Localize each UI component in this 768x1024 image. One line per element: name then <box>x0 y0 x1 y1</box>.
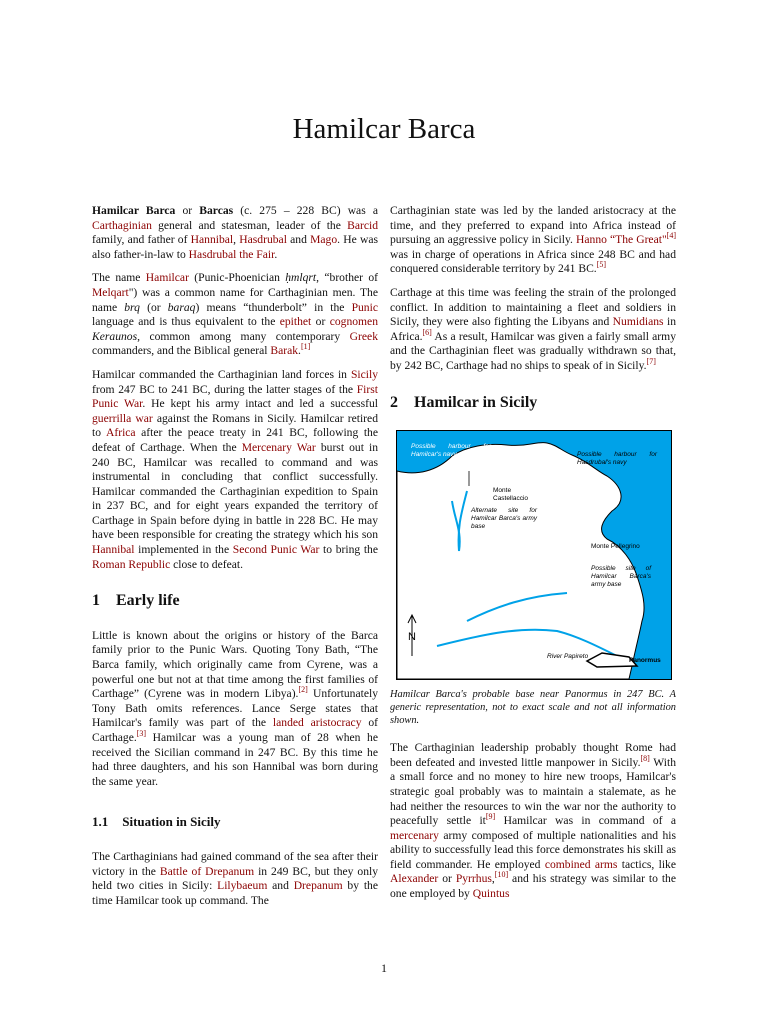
text: after the peace treaty in 241 BC, following the defeat of Carthage. When the <box>92 426 379 454</box>
text: against the Romans in Sicily. Hamilcar retired to <box>92 411 378 440</box>
text: and his strategy was similar to the one employed by <box>390 872 676 901</box>
text: The name <box>92 271 146 285</box>
link-sicily[interactable]: Sicily <box>350 367 378 381</box>
text: of Carthage. <box>92 716 379 744</box>
map-label-river-papireto: River Papireto <box>547 653 589 661</box>
link-second-punic-war[interactable]: Second Punic War <box>232 543 320 557</box>
citation-link[interactable]: [7] <box>646 357 656 367</box>
strain-paragraph <box>390 286 676 374</box>
text: The Carthaginian leadership probably thought Rome had been defeated and invested little manpower in Sicily. <box>390 741 676 769</box>
map-north-label: N <box>408 631 416 644</box>
early-life-paragraph <box>92 629 378 790</box>
link-combined-arms[interactable]: combined arms <box>544 857 618 871</box>
text: implemented in the <box>134 543 233 557</box>
career-paragraph <box>92 368 378 572</box>
citation-link[interactable]: [1] <box>300 342 311 352</box>
text: (Punic-Phoenician <box>188 271 286 285</box>
citation-link[interactable]: [5] <box>596 260 607 270</box>
italic-text: baraq <box>167 300 196 314</box>
text: The Carthaginians had gained command of the sea after their victory in the <box>92 849 378 878</box>
citation-link[interactable]: [4] <box>666 231 676 241</box>
text: and <box>286 233 311 247</box>
link-mercenary-war[interactable]: Mercenary War <box>241 440 316 454</box>
text: family, and father of <box>92 233 191 247</box>
aristocracy-paragraph <box>390 204 676 277</box>
text: close to defeat. <box>170 557 243 571</box>
text: ") was a common name for Carthaginian men. The name <box>92 285 378 314</box>
link-hanno-the-great[interactable]: Hanno “The Great" <box>576 233 667 247</box>
link-melqart[interactable]: Melqart <box>92 285 129 299</box>
panormus-map <box>396 430 672 680</box>
text: commanders, and the Biblical general <box>92 344 271 358</box>
text: in Africa. <box>390 315 676 343</box>
text: army composed of multiple nationalities and his ability to successfully lead this force demonstrates his skill as field commander. He employed <box>390 828 676 871</box>
italic-text: brq <box>124 300 140 314</box>
map-label-possible-site: Possible site of Hamilcar Barca's army base <box>591 565 651 589</box>
section-title: Early life <box>116 592 180 610</box>
text: or <box>175 204 200 217</box>
citation-link[interactable]: [10] <box>494 870 509 880</box>
text: Carthaginian state was led by the landed aristocracy at the time, and they preferred to expand into Africa instead of pursuing an aggressive policy in Sicily. <box>390 204 676 247</box>
link-carthaginian[interactable]: Carthaginian <box>92 218 152 232</box>
text: , “brother of <box>316 271 378 285</box>
text: in 249 BC, but they only held two cities in Sicily: <box>92 864 379 893</box>
link-lilybaeum[interactable]: Lilybaeum <box>217 879 268 893</box>
map-caption: Hamilcar Barca's probable base near Panormus in 247 BC. A generic representation, not to exact scale and not all information shown. <box>390 689 676 727</box>
link-alexander[interactable]: Alexander <box>390 872 439 886</box>
link-greek[interactable]: Greek <box>349 329 378 343</box>
citation-link[interactable]: [3] <box>136 729 147 739</box>
map-label-monte-pellegrino: Monte Pellegrino <box>591 543 640 551</box>
text: . <box>298 344 301 358</box>
text: Hamilcar was a young man of 28 when he received the Sicilian command in 247 BC. By this time he had three daughters, and his son Hannibal was born during the same year. <box>92 731 378 788</box>
text: was in charge of operations in Africa since 248 BC and had conquered considerable territory by 241 BC. <box>390 247 676 276</box>
italic-text: ḥmlqrt <box>285 271 317 285</box>
text: from 247 BC to 241 BC, during the latter stages of the <box>92 382 357 396</box>
text: , <box>491 872 495 886</box>
text: (or <box>139 300 168 314</box>
text: by the time Hamilcar took up command. The <box>92 879 378 907</box>
situation-paragraph <box>92 850 378 908</box>
text: Little is known about the origins or history of the Barca family prior to the Punic Wars. Quoting Tony Bath, “The Barca family, which originally came from Cyrene, was a powerful one but not at that time among the first families of Carthage” (Cyrene was in modern Libya). <box>92 628 378 701</box>
text: As a result, Hamilcar was given a fairly small army and the Carthaginian fleet was gradually withdrawn so that, by 242 BC, Carthage had no ships to speak of in Sicily. <box>390 329 676 372</box>
link-hannibal[interactable]: Hannibal <box>190 233 234 247</box>
text: . He was also father-in-law to <box>92 233 378 261</box>
link-drepanum[interactable]: Drepanum <box>293 879 343 893</box>
text: , common among many contemporary <box>137 329 350 343</box>
text: general and statesman, leader of the <box>151 218 348 232</box>
link-barcid[interactable]: Barcid <box>347 218 378 232</box>
link-battle-of-drepanum[interactable]: Battle of Drepanum <box>159 864 255 878</box>
page-title: Hamilcar Barca <box>292 113 476 145</box>
link-mercenary[interactable]: mercenary <box>390 828 439 842</box>
citation-link[interactable]: [2] <box>298 685 308 695</box>
map-label-harbour-hasdrubal: Possible harbour for Hasdrubal's navy <box>577 451 657 467</box>
text: ) means “thunderbolt” in the <box>195 300 352 314</box>
land-shape <box>397 443 644 679</box>
section-number: 1 <box>92 592 100 610</box>
text: to bring the <box>319 543 378 557</box>
intro-paragraph <box>92 204 378 262</box>
text: , <box>233 233 240 247</box>
map-label-panormus: Panormus <box>629 657 661 665</box>
link-africa[interactable]: Africa <box>105 426 136 440</box>
page-number: 1 <box>381 961 387 975</box>
section-heading-early-life <box>92 594 378 609</box>
left-column <box>92 204 378 917</box>
link-first-punic-war[interactable]: First Punic War <box>92 382 378 411</box>
link-landed-aristocracy[interactable]: landed aristocracy <box>272 716 362 730</box>
text: (c. 275 – 228 BC) was a <box>233 204 378 217</box>
text: tactics, like <box>617 857 676 871</box>
link-mago[interactable]: Mago <box>310 233 338 247</box>
name-bold: Barcas <box>199 204 234 217</box>
link-epithet[interactable]: epithet <box>279 315 312 329</box>
italic-text: Keraunos <box>92 329 138 343</box>
text: Hamilcar commanded the Carthaginian land forces in <box>92 367 351 381</box>
text: With a small force and no money to hire new troops, Hamilcar's strategic goal probably was to maintain a stalemate, as he had neither the resources to win the war nor the authority to peacefully settle it <box>390 755 676 828</box>
text: or <box>311 315 330 329</box>
map-graphic <box>397 431 671 679</box>
map-label-harbour-hamilcar: Possible harbour for Hamilcar's navy <box>411 443 491 459</box>
text: Carthage at this time was feeling the strain of the prolonged conflict. In addition to maintaining a fleet and soldiers in Sicily, they were also fighting the Libyans and <box>390 285 676 329</box>
link-barak[interactable]: Barak <box>270 344 299 358</box>
citation-link[interactable]: [6] <box>422 327 432 337</box>
text: language and is thus equivalent to the <box>92 315 280 329</box>
citation-link[interactable]: [9] <box>485 812 496 822</box>
link-pyrrhus[interactable]: Pyrrhus <box>455 872 492 886</box>
name-bold: Hamilcar Barca <box>92 204 176 217</box>
text: burst out in 240 BC, Hamilcar was recalled to command and was instrumental in concluding that conflict successfully. Hamilcar commanded the Carthaginian expedition to Spain in 237 BC, and for eight years expanded the territory of Carthage in Spain before dying in battle in 228 BC. He may have been responsible for creating the strategy which his son <box>92 440 378 542</box>
text: Unfortunately Tony Bath omits references. Lance Serge states that Hamilcar's family was part of the <box>92 687 379 730</box>
link-hasdrubal[interactable]: Hasdrubal <box>239 233 287 247</box>
text: or <box>438 872 456 886</box>
link-hannibal[interactable]: Hannibal <box>92 543 135 557</box>
text: . <box>274 247 278 261</box>
link-hasdrubal-the-fair[interactable]: Hasdrubal the Fair <box>188 247 275 261</box>
subsection-heading-situation-in-sicily <box>92 815 378 830</box>
link-hamilcar[interactable]: Hamilcar <box>145 271 189 285</box>
subsection-number: 1.1 <box>92 814 109 830</box>
link-roman-republic[interactable]: Roman Republic <box>92 557 171 571</box>
text: Hamilcar was in command of a <box>495 814 677 828</box>
section-title: Hamilcar in Sicily <box>414 393 538 411</box>
subsection-title: Situation in Sicily <box>122 814 221 830</box>
section-heading-hamilcar-in-sicily <box>390 393 676 411</box>
link-numidians[interactable]: Numidians <box>612 315 664 329</box>
section-number: 2 <box>390 393 398 411</box>
link-punic[interactable]: Punic <box>351 300 378 314</box>
link-cognomen[interactable]: cognomen <box>329 315 378 329</box>
text: . He kept his army intact and led a successful <box>142 397 378 411</box>
text: and <box>267 879 294 893</box>
link-quintus[interactable]: Quintus <box>472 887 510 901</box>
link-guerrilla-war[interactable]: guerrilla war <box>92 411 153 425</box>
name-paragraph <box>92 271 378 359</box>
map-label-monte-castellaccio: Monte Castellaccio <box>493 487 529 503</box>
leadership-paragraph <box>390 741 676 902</box>
citation-link[interactable]: [8] <box>640 753 650 763</box>
right-column <box>390 204 676 911</box>
map-label-alternate-site: Alternate site for Hamilcar Barca's army base <box>471 507 537 531</box>
